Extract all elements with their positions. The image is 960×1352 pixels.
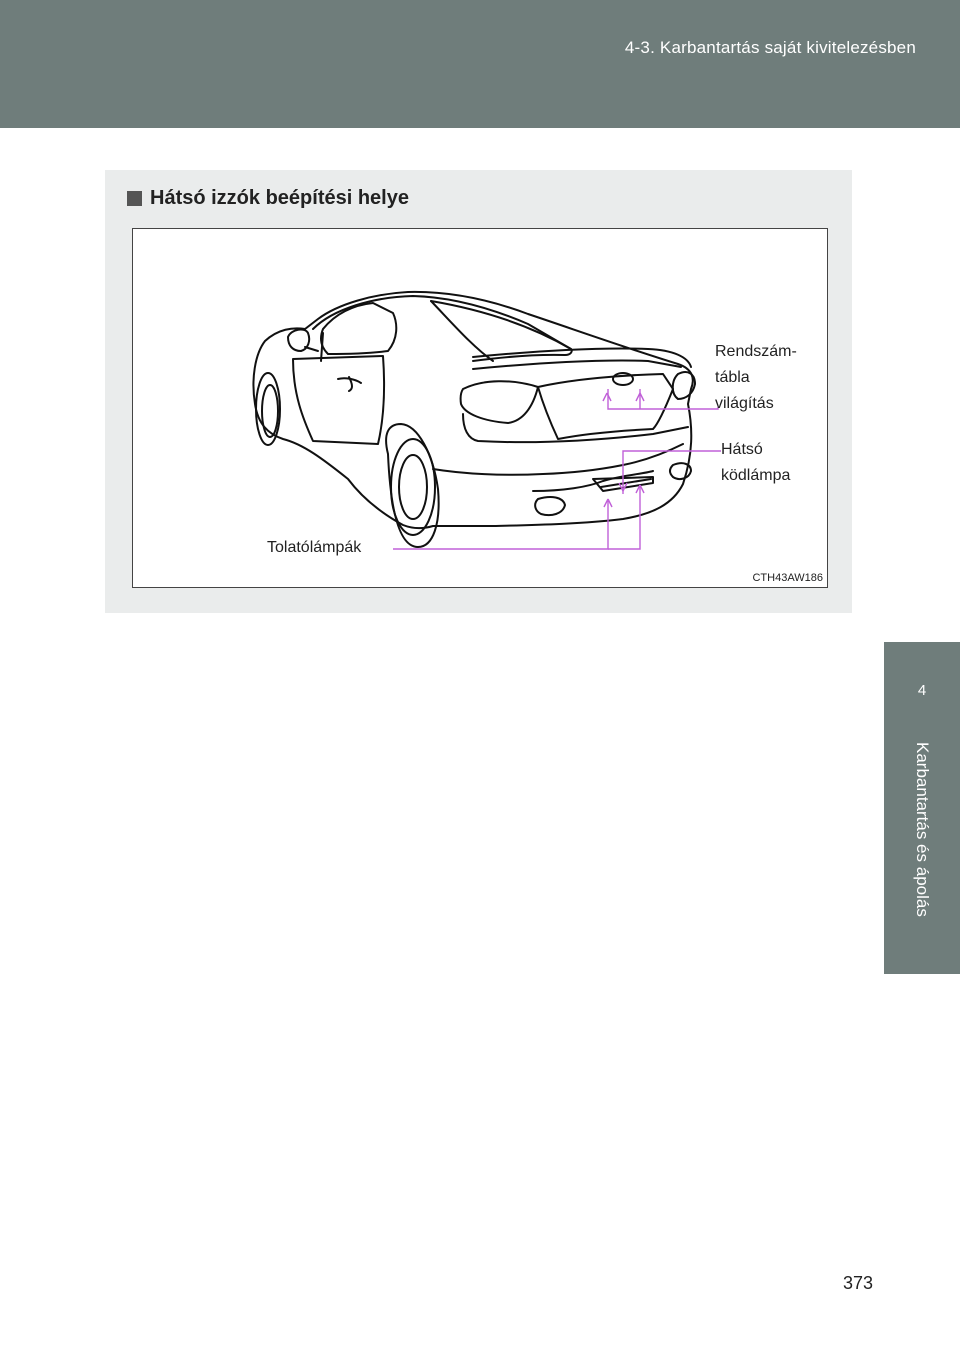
figure-code: CTH43AW186 (752, 572, 823, 584)
rear-bulb-figure (132, 228, 828, 588)
square-bullet-icon (127, 191, 142, 206)
license-label-line-3: világítás (715, 395, 774, 412)
fog-label-line-1: Hátsó (721, 441, 763, 458)
reverse-lights-label: Tolatólámpák (267, 539, 362, 556)
license-label-line-2: tábla (715, 369, 750, 386)
chapter-tab (884, 642, 960, 974)
chapter-number: 4 (917, 682, 927, 699)
license-plate-light-label (715, 339, 797, 417)
section-heading-text: Hátsó izzók beépítési helye (150, 187, 409, 209)
section-heading (127, 187, 409, 210)
license-callout-line-1 (608, 389, 718, 409)
fog-label-line-2: ködlámpa (721, 467, 791, 484)
chapter-label: Karbantartás és ápolás (913, 742, 932, 917)
page-number: 373 (843, 1273, 874, 1293)
section-box (105, 170, 852, 613)
section-title: 4-3. Karbantartás saját kivitelezésben (624, 38, 916, 57)
license-label-line-1: Rendszám- (715, 343, 797, 360)
fog-callout-line (623, 451, 721, 494)
car-drawing (253, 292, 695, 547)
license-arrow-left (603, 393, 611, 401)
header-band (0, 0, 960, 128)
rear-fog-light-label (721, 437, 790, 489)
